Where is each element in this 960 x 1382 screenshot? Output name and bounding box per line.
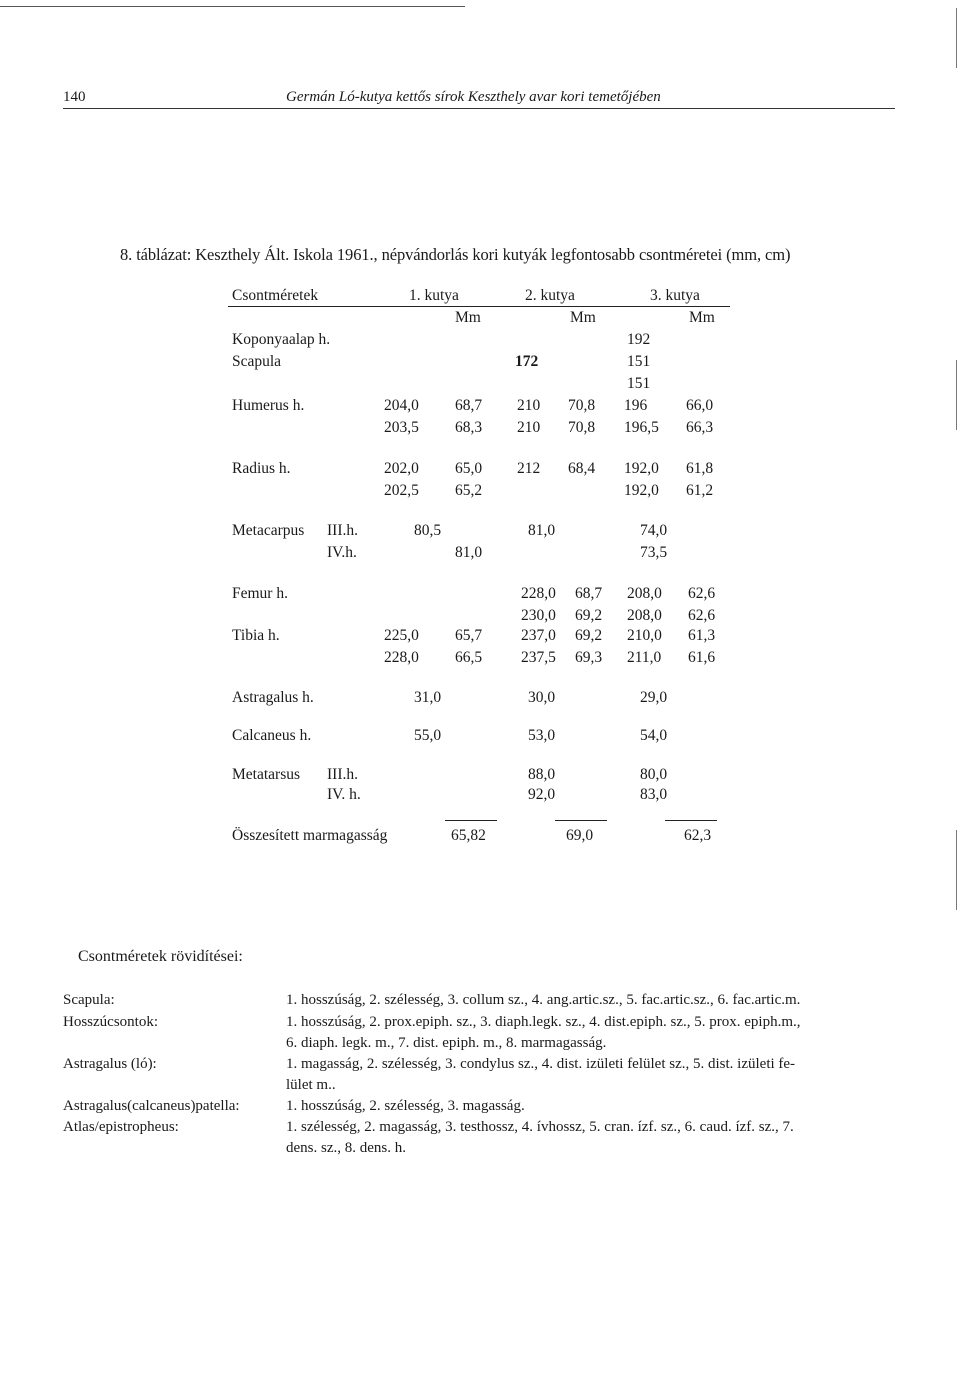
- row-sublabel-mc-iii: III.h.: [327, 522, 358, 539]
- table-cell: 208,0: [627, 585, 662, 602]
- mm-header-1: Mm: [455, 309, 481, 326]
- table-cell: 62,3: [684, 827, 712, 844]
- abbrev-label: Astragalus (ló):: [63, 1056, 157, 1072]
- abbrev-text: 1. szélesség, 2. magasság, 3. testhossz, 4. ívhossz, 5. cran. ízf. sz., 6. caud. ízf. sz., 7.: [286, 1119, 794, 1135]
- table-cell: 70,8: [568, 419, 596, 436]
- total-rule-3: [665, 820, 717, 821]
- row-sublabel-mc-iv: IV.h.: [327, 544, 357, 561]
- row-label-calcaneus: Calcaneus h.: [232, 727, 312, 744]
- row-label-radius: Radius h.: [232, 460, 291, 477]
- table-cell: 202,5: [384, 482, 419, 499]
- row-label-total: Összesített marmagasság: [232, 827, 388, 844]
- row-label-tibia: Tibia h.: [232, 627, 280, 644]
- table-cell: 61,3: [688, 627, 716, 644]
- table-cell: 61,8: [686, 460, 714, 477]
- table-cell: 65,0: [455, 460, 483, 477]
- page-number: 140: [63, 89, 86, 105]
- running-title: Germán Ló-kutya kettős sírok Keszthely avar kori temetőjében: [286, 89, 661, 105]
- column-header-label: Csontméretek: [232, 287, 319, 304]
- table-cell: 211,0: [627, 649, 662, 666]
- table-cell: 68,7: [455, 397, 483, 414]
- table-cell: 73,5: [640, 544, 668, 561]
- table-cell: 81,0: [455, 544, 483, 561]
- table-cell: 237,5: [521, 649, 556, 666]
- table-cell: 65,7: [455, 627, 483, 644]
- table-cell: 69,3: [575, 649, 603, 666]
- table-cell: 70,8: [568, 397, 596, 414]
- table-cell: 66,3: [686, 419, 714, 436]
- abbrev-label: Hosszúcsontok:: [63, 1014, 158, 1030]
- table-cell: 228,0: [384, 649, 419, 666]
- table-cell: 230,0: [521, 607, 556, 624]
- table-cell: 192,0: [624, 460, 659, 477]
- right-edge-line: [956, 360, 957, 430]
- row-label-metatarsus: Metatarsus: [232, 766, 301, 783]
- row-label-koponyaalap: Koponyaalap h.: [232, 331, 331, 348]
- table-cell: 66,0: [686, 397, 714, 414]
- table-cell: 62,6: [688, 585, 716, 602]
- abbrev-label: Astragalus(calcaneus)patella:: [63, 1098, 240, 1114]
- right-edge-line: [956, 830, 957, 910]
- table-cell: 225,0: [384, 627, 419, 644]
- table-cell: 53,0: [528, 727, 556, 744]
- table-cell: 68,3: [455, 419, 483, 436]
- table-caption: 8. táblázat: Keszthely Ált. Iskola 1961., népvándorlás kori kutyák legfontosabb csontméretei (mm, cm): [120, 245, 791, 264]
- row-label-metacarpus: Metacarpus: [232, 522, 305, 539]
- table-cell: 61,2: [686, 482, 714, 499]
- abbrev-text: 1. hosszúság, 2. szélesség, 3. magasság.: [286, 1098, 525, 1114]
- table-cell: 30,0: [528, 689, 556, 706]
- right-edge-line: [956, 8, 957, 68]
- row-label-astragalus: Astragalus h.: [232, 689, 314, 706]
- header-rule: [63, 108, 895, 109]
- table-cell: 69,2: [575, 607, 603, 624]
- table-cell: 151: [627, 375, 651, 392]
- abbrev-text: dens. sz., 8. dens. h.: [286, 1140, 406, 1156]
- abbrev-text: 1. hosszúság, 2. prox.epiph. sz., 3. diaph.legk. sz., 4. dist.epiph. sz., 5. prox. epiph.m.,: [286, 1014, 801, 1030]
- table-cell: 210: [517, 397, 541, 414]
- dog-2-header: 2. kutya: [525, 287, 575, 304]
- table-cell: 54,0: [640, 727, 668, 744]
- table-cell: 210,0: [627, 627, 662, 644]
- table-cell: 61,6: [688, 649, 716, 666]
- abbreviations-title: Csontméretek rövidítései:: [78, 948, 243, 965]
- table-cell: 228,0: [521, 585, 556, 602]
- table-cell: 192,0: [624, 482, 659, 499]
- table-cell: 31,0: [414, 689, 442, 706]
- table-cell: 29,0: [640, 689, 668, 706]
- table-cell: 62,6: [688, 607, 716, 624]
- total-rule-1: [445, 820, 497, 821]
- row-label-scapula: Scapula: [232, 353, 282, 370]
- table-cell: 203,5: [384, 419, 419, 436]
- dog-1-header: 1. kutya: [409, 287, 459, 304]
- table-cell: 88,0: [528, 766, 556, 783]
- table-cell: 69,2: [575, 627, 603, 644]
- table-cell: 172: [515, 353, 539, 370]
- abbrev-label: Atlas/epistropheus:: [63, 1119, 179, 1135]
- abbrev-text: lület m..: [286, 1077, 336, 1093]
- abbrev-text: 1. hosszúság, 2. szélesség, 3. collum sz., 4. ang.artic.sz., 5. fac.artic.sz., 6. fac.artic.m.: [286, 992, 801, 1008]
- table-cell: 65,82: [451, 827, 486, 844]
- top-border-line: [0, 6, 465, 7]
- row-sublabel-mt-iv: IV. h.: [327, 786, 361, 803]
- table-cell: 80,5: [414, 522, 442, 539]
- table-cell: 196,5: [624, 419, 659, 436]
- mm-header-3: Mm: [689, 309, 715, 326]
- table-cell: 81,0: [528, 522, 556, 539]
- table-cell: 212: [517, 460, 541, 477]
- table-cell: 204,0: [384, 397, 419, 414]
- table-cell: 196: [624, 397, 648, 414]
- table-cell: 69,0: [566, 827, 594, 844]
- row-sublabel-mt-iii: III.h.: [327, 766, 358, 783]
- table-cell: 208,0: [627, 607, 662, 624]
- table-cell: 210: [517, 419, 541, 436]
- table-cell: 74,0: [640, 522, 668, 539]
- table-cell: 68,4: [568, 460, 596, 477]
- table-cell: 192: [627, 331, 651, 348]
- abbrev-text: 1. magasság, 2. szélesség, 3. condylus sz., 4. dist. izületi felület sz., 5. dist. izületi fe-: [286, 1056, 796, 1072]
- header-rule-table: [228, 306, 730, 307]
- total-rule-2: [555, 820, 607, 821]
- abbrev-text: 6. diaph. legk. m., 7. dist. epiph. m., 8. marmagasság.: [286, 1035, 607, 1051]
- row-label-humerus: Humerus h.: [232, 397, 305, 414]
- table-cell: 92,0: [528, 786, 556, 803]
- table-cell: 55,0: [414, 727, 442, 744]
- table-cell: 68,7: [575, 585, 603, 602]
- table-cell: 202,0: [384, 460, 419, 477]
- table-cell: 80,0: [640, 766, 668, 783]
- row-label-femur: Femur h.: [232, 585, 288, 602]
- table-cell: 66,5: [455, 649, 483, 666]
- table-cell: 83,0: [640, 786, 668, 803]
- table-cell: 237,0: [521, 627, 556, 644]
- table-cell: 65,2: [455, 482, 483, 499]
- dog-3-header: 3. kutya: [650, 287, 700, 304]
- table-cell: 151: [627, 353, 651, 370]
- mm-header-2: Mm: [570, 309, 596, 326]
- abbrev-label: Scapula:: [63, 992, 115, 1008]
